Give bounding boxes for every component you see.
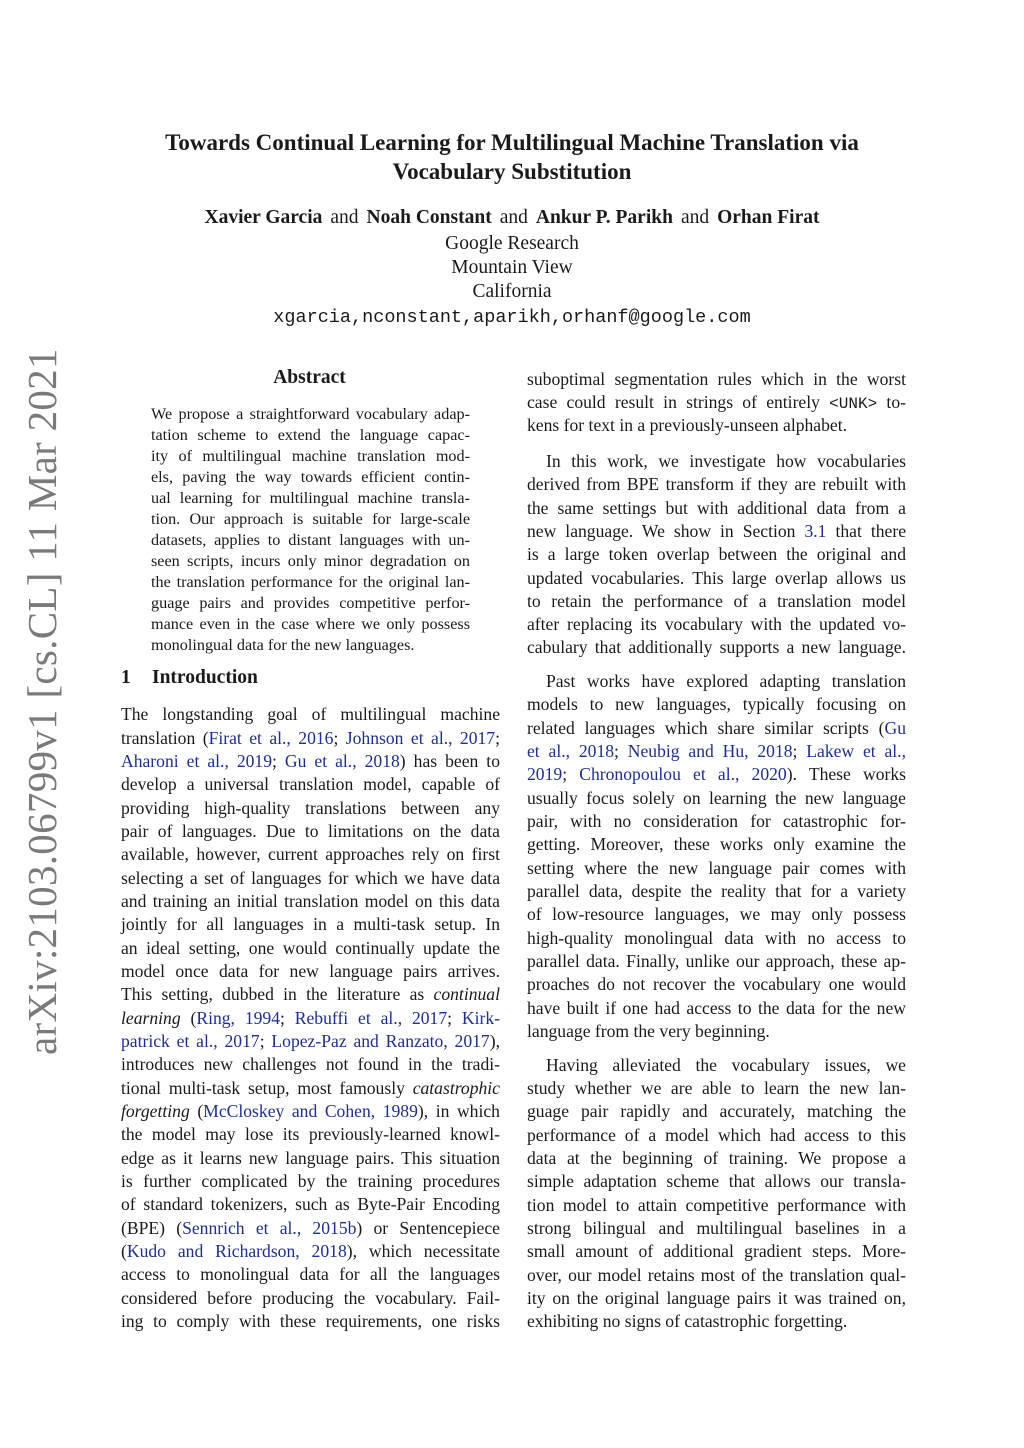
citation-link[interactable]: Aharoni et al., 2019 (121, 751, 273, 771)
affiliation-org: Google Research (445, 233, 579, 254)
text-line: jointly for all languages in a multi-task setup. In (121, 914, 500, 934)
text-line: forgetting (McCloskey and Cohen, 1989), in which (121, 1101, 500, 1121)
text-line: of low-resource languages, we may only possess (527, 904, 906, 924)
text-line: The longstanding goal of multilingual machine (121, 704, 500, 724)
title-line-2: Vocabulary Substitution (392, 159, 632, 184)
citation-link[interactable]: et al., 2018 (527, 741, 615, 761)
text-line: pair of languages. Due to limitations on the data (121, 821, 500, 841)
text-line: strong bilingual and multilingual baselines in a (527, 1218, 906, 1238)
text-line: over, our model retains most of the translation qual- (527, 1265, 906, 1285)
author-emails: xgarcia,nconstant,aparikh,orhanf@google.com (273, 307, 751, 328)
text-line: study whether we are able to learn the new lan- (527, 1078, 906, 1098)
affiliation-city: Mountain View (451, 257, 573, 278)
text-line: language from the very beginning. (527, 1021, 770, 1041)
text-line: is a large token overlap between the original and (527, 544, 906, 564)
author-name: Xavier Garcia (204, 207, 323, 228)
citation-link[interactable]: Johnson et al., 2017 (345, 728, 496, 748)
text-line: setting where the new language pair comes with (527, 858, 906, 878)
arxiv-identifier: arXiv:2103.06799v1 [cs.CL] 11 Mar 2021 (19, 348, 65, 1055)
citation-link[interactable]: Kirk- (461, 1008, 500, 1028)
citation-link[interactable]: Sennrich et al., 2015b (182, 1218, 357, 1238)
text-line: introduces new challenges not found in the tradi- (121, 1054, 500, 1074)
text-line: is further complicated by the training procedures (121, 1171, 500, 1191)
citation-link[interactable]: Ring, 1994 (196, 1008, 281, 1028)
citation-link[interactable]: Firat et al., (208, 728, 291, 748)
abstract-line: seen scripts, incurs only minor degradation on (151, 552, 470, 570)
abstract-line: mance even in the case where we only possess (151, 615, 470, 633)
text-line: proaches do not recover the vocabulary one would (527, 974, 906, 994)
abstract-line: guage pairs and provides competitive perfor- (151, 594, 470, 612)
text-line: the same settings but with additional data from a (527, 498, 906, 518)
citation-link[interactable]: Rebuffi et al., 2017 (294, 1008, 448, 1028)
text-line: considered before producing the vocabulary. Fail- (121, 1288, 500, 1308)
citation-link[interactable]: Kudo and Richardson, 2018 (126, 1241, 347, 1261)
citation-link[interactable]: Lopez-Paz and Ranzato, 2017 (271, 1031, 490, 1051)
abstract-line: the translation performance for the original lan- (151, 573, 470, 591)
title-line-1: Towards Continual Learning for Multilingual Machine Translation via (165, 130, 859, 155)
section-ref-link[interactable]: 3.1 (804, 521, 827, 541)
text-line: tion model to attain competitive performance with (527, 1195, 906, 1215)
text-line: have built if one had access to the data for the new (527, 998, 906, 1018)
text-line: available, however, current approaches rely on first (121, 844, 500, 864)
text-line: to retain the performance of a translation model (527, 591, 906, 611)
text-line: learning (Ring, 1994; Rebuffi et al., 2017; Kirk- (121, 1008, 500, 1028)
text-line: of standard tokenizers, such as Byte-Pair Encoding (121, 1194, 500, 1214)
text-line: 2019; Chronopoulou et al., 2020). These works (527, 764, 906, 784)
author-list (100, 206, 924, 230)
text-line: kens for text in a previously-unseen alphabet. (527, 415, 848, 435)
citation-link[interactable]: Lakew et al., (806, 741, 906, 761)
paper-title (100, 128, 924, 186)
abstract-line: We propose a straightforward vocabulary adap- (151, 405, 470, 423)
citation-link[interactable]: Chronopoulou et al., 2020 (579, 764, 787, 784)
text-line: pair, with no consideration for catastrophic for- (527, 811, 906, 831)
text-line: getting. Moreover, these works only examine the (527, 834, 906, 854)
and-connector: and (680, 207, 710, 228)
text-line: Aharoni et al., 2019; Gu et al., 2018) has been to (121, 751, 500, 771)
citation-link[interactable]: Neubig and Hu, 2018 (627, 741, 793, 761)
abstract-heading: Abstract (273, 367, 346, 388)
text-line: Past works have explored adapting translation (546, 671, 906, 691)
text-line: high-quality monolingual data with no access to (527, 928, 906, 948)
text-line: parallel data. Finally, unlike our approach, these ap- (527, 951, 906, 971)
text-line: case could result in strings of entirely <UNK> to- (527, 392, 906, 413)
abstract-line: datasets, applies to distant languages with un- (151, 531, 470, 549)
text-line: updated vocabularies. This large overlap allows us (527, 568, 906, 588)
citation-link[interactable]: 2016 (290, 728, 334, 748)
text-line: et al., 2018; Neubig and Hu, 2018; Lakew et al., (527, 741, 906, 761)
text-line: This setting, dubbed in the literature as continual (121, 984, 500, 1004)
text-line: tional multi-task setup, most famously catastrophic (121, 1078, 500, 1098)
text-line: develop a universal translation model, capable of (121, 774, 500, 794)
text-line: patrick et al., 2017; Lopez-Paz and Ranzato, 2017), (121, 1031, 500, 1051)
text-line: providing high-quality translations between any (121, 798, 500, 818)
text-line: the model may lose its previously-learned knowl- (121, 1124, 500, 1144)
text-line: exhibiting no signs of catastrophic forgetting. (527, 1311, 848, 1331)
abstract-line: ity of multilingual machine translation mod- (151, 447, 470, 465)
citation-link[interactable]: 2019 (527, 764, 563, 784)
citation-link[interactable]: McCloskey and Cohen, 1989 (203, 1101, 418, 1121)
text-line: model once data for new language pairs arrives. (121, 961, 500, 981)
text-line: related languages which share similar scripts (Gu (527, 718, 906, 738)
text-line: ing to comply with these requirements, one risks (121, 1311, 500, 1331)
text-line: guage pair rapidly and accurately, matching the (527, 1101, 906, 1121)
text-line: translation (Firat et al., 2016; Johnson et al., 2017; (121, 728, 500, 748)
text-line: data at the beginning of training. We propose a (527, 1148, 906, 1168)
author-name: Orhan Firat (717, 207, 820, 228)
section-title: Introduction (152, 667, 258, 688)
text-line: new language. We show in Section 3.1 that there (527, 521, 906, 541)
text-line: cabulary that additionally supports a new language. (527, 637, 906, 657)
and-connector: and (330, 207, 359, 228)
text-line: derived from BPE transform if they are rebuilt with (527, 474, 906, 494)
text-line: parallel data, despite the reality that for a variety (527, 881, 906, 901)
author-name: Noah Constant (366, 207, 492, 228)
text-line: ity on the original language pairs it was trained on, (527, 1288, 906, 1308)
section-number: 1 (121, 667, 131, 688)
text-line: suboptimal segmentation rules which in the worst (527, 369, 906, 389)
affiliation-state: California (472, 281, 552, 302)
text-line: performance of a model which had access to this (527, 1125, 906, 1145)
citation-link[interactable]: Gu (884, 718, 906, 738)
text-line: selecting a set of languages for which we have data (121, 868, 500, 888)
author-name: Ankur P. Parikh (535, 207, 673, 228)
abstract-line: tation scheme to extend the language capac- (151, 426, 470, 444)
citation-link[interactable]: patrick et al., 2017 (121, 1031, 260, 1051)
text-line: (BPE) (Sennrich et al., 2015b) or Sentencepiece (121, 1218, 500, 1238)
text-line: after replacing its vocabulary with the updated vo- (527, 614, 906, 634)
text-line: models to new languages, typically focusing on (527, 694, 906, 714)
text-line: edge as it learns new language pairs. This situation (121, 1148, 500, 1168)
text-line: (Kudo and Richardson, 2018), which necessitate (121, 1241, 500, 1261)
abstract-line: tion. Our approach is suitable for large-scale (151, 510, 470, 528)
text-line: and training an initial translation model on this data (121, 891, 500, 911)
abstract-line: monolingual data for the new languages. (151, 636, 415, 654)
and-connector: and (499, 207, 528, 228)
text-line: Having alleviated the vocabulary issues, we (546, 1055, 906, 1075)
abstract-line: els, paving the way towards efficient contin- (151, 468, 470, 486)
section-heading (121, 666, 258, 690)
text-line: simple adaptation scheme that allows our transla- (527, 1171, 906, 1191)
text-line: an ideal setting, one would continually update the (121, 938, 500, 958)
citation-link[interactable]: Gu et al., 2018 (284, 751, 400, 771)
text-line: usually focus solely on learning the new language (527, 788, 906, 808)
text-line: In this work, we investigate how vocabularies (546, 451, 906, 471)
text-line: small amount of additional gradient steps. More- (527, 1241, 906, 1261)
text-line: access to monolingual data for all the languages (121, 1264, 500, 1284)
abstract-line: ual learning for multilingual machine transla- (151, 489, 470, 507)
unk-token: <UNK> (829, 395, 878, 413)
